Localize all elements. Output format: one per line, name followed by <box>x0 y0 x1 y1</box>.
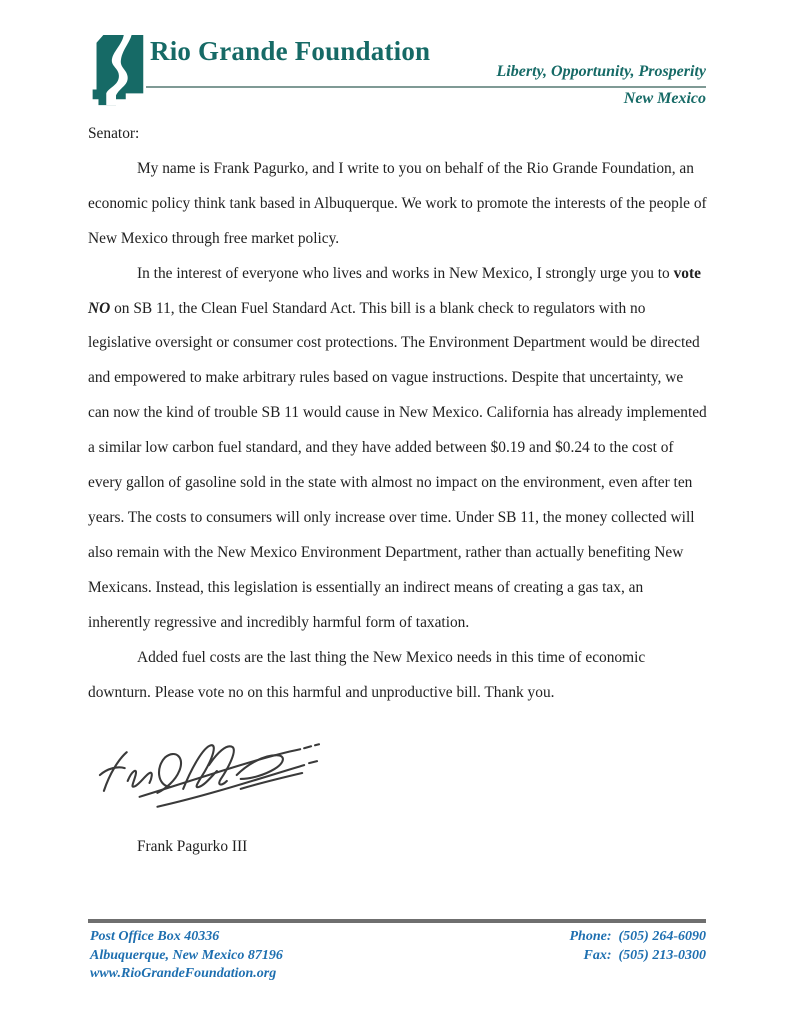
header-rule <box>146 86 706 88</box>
phone-line <box>570 928 707 947</box>
footer-contact-block <box>570 928 707 965</box>
fax-number: (505) 213-0300 <box>618 947 706 963</box>
city-state-zip-line: Albuquerque, New Mexico 87196 <box>90 947 283 963</box>
footer-rule <box>88 919 706 923</box>
region-label: New Mexico <box>623 90 706 107</box>
paragraphs <box>88 152 708 711</box>
paragraph: My name is Frank Pagurko, and I write to you on behalf of the Rio Grande Foundation, an economic policy think tank based in Albuquerque. We work to promote the interests of the people of New Mexico through free market policy. <box>88 159 707 247</box>
tagline: Liberty, Opportunity, Prosperity <box>496 63 706 80</box>
letter-body <box>88 117 708 710</box>
phone-label: Phone: <box>569 929 612 944</box>
paragraph: In the interest of everyone who lives and works in New Mexico, I strongly urge you to vote NO on SB 11, the Clean Fuel Standard Act. This bill is a blank check to regulators with no legislative oversight or consumer cost protections. The Environment Department would be directed and empowered to make arbitrary rules based on vague instructions. Despite that uncertainty, we can now the kind of trouble SB 11 would cause in New Mexico. California has already implemented a similar low carbon fuel standard, and they have added between $0.19 and $0.24 to the cost of every gallon of gasoline sold in the state with almost no impact on the environment, even after ten years. The costs to consumers will only increase over time. Under SB 11, the money collected will also remain with the New Mexico Environment Department, rather than actually benefiting New Mexicans. Instead, this legislation is essentially an indirect means of creating a gas tax, an inherently regressive and incredibly harmful form of taxation. <box>88 264 707 631</box>
signer-name: Frank Pagurko III <box>137 838 248 855</box>
org-name: Rio Grande Foundation <box>150 36 431 66</box>
footer-address-block <box>90 928 283 984</box>
handwritten-signature <box>92 730 320 822</box>
rio-grande-foundation-logo-icon <box>88 35 144 109</box>
paragraph: Added fuel costs are the last thing the New Mexico needs in this time of economic downturn. Please vote no on this harmful and unproductive bill. Thank you. <box>88 648 646 701</box>
fax-line <box>570 947 707 966</box>
phone-number: (505) 264-6090 <box>618 929 706 944</box>
fax-label: Fax: <box>583 947 612 963</box>
po-box-line: Post Office Box 40336 <box>90 929 220 944</box>
website-url: www.RioGrandeFoundation.org <box>90 966 277 981</box>
salutation: Senator: <box>88 125 140 142</box>
